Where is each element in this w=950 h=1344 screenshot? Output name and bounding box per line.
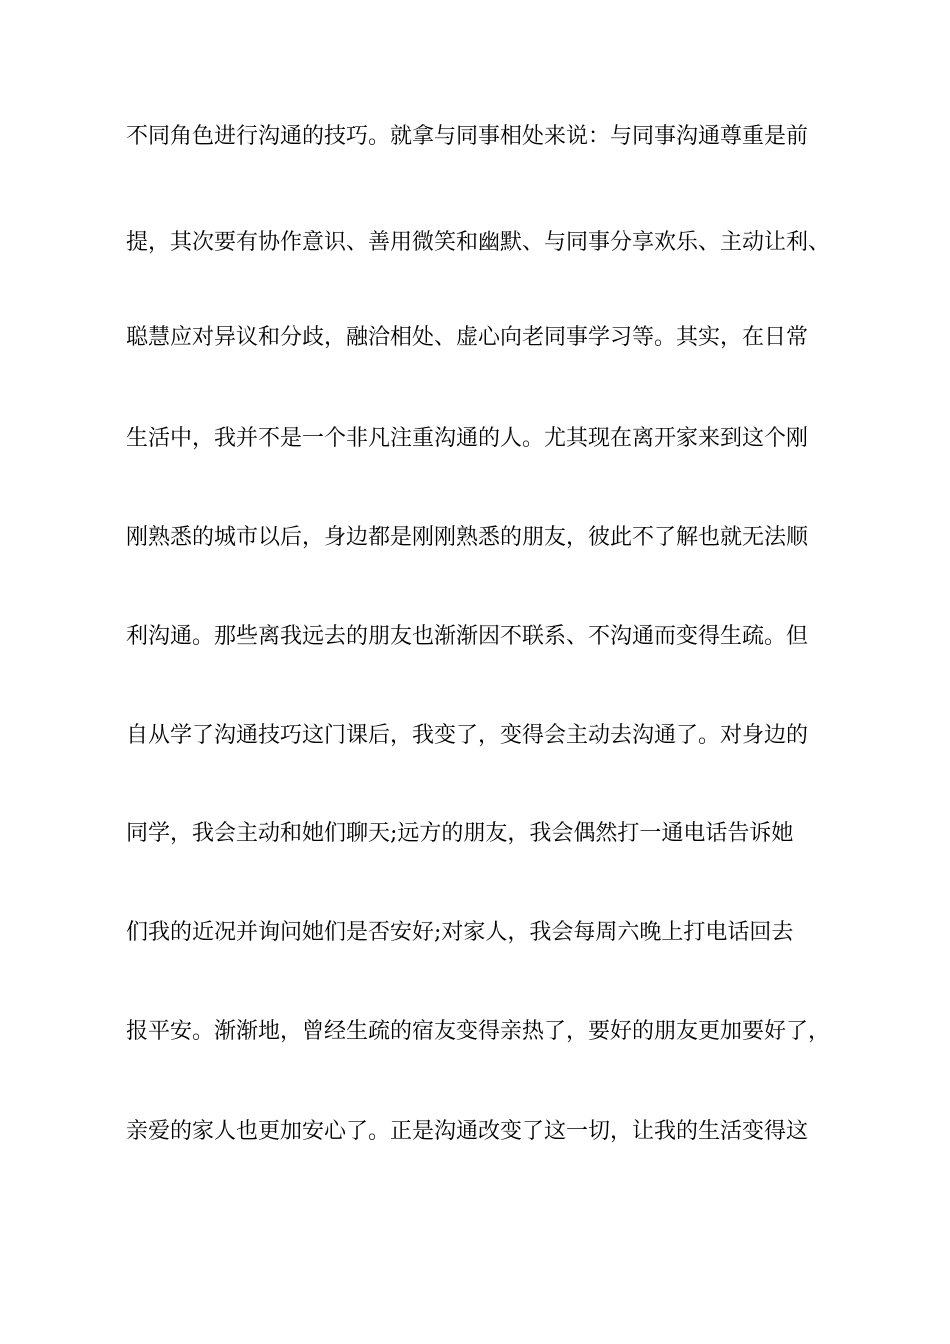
paragraph-line: 刚熟悉的城市以后，身边都是刚刚熟悉的朋友，彼此不了解也就无法顺 — [126, 525, 809, 550]
paragraph-line: 聪慧应对异议和分歧，融洽相处、虚心向老同事学习等。其实，在日常 — [126, 325, 809, 350]
paragraph-line: 报平安。渐渐地，曾经生疏的宿友变得亲热了，要好的朋友更加要好了， — [126, 1019, 831, 1044]
paragraph-line: 亲爱的家人也更加安心了。正是沟通改变了这一切，让我的生活变得这 — [126, 1119, 809, 1144]
paragraph-line: 利沟通。那些离我远去的朋友也渐渐因不联系、不沟通而变得生疏。但 — [126, 624, 809, 649]
paragraph-line: 同学，我会主动和她们聊天;远方的朋友，我会偶然打一通电话告诉她 — [126, 821, 794, 846]
paragraph-line: 提，其次要有协作意识、善用微笑和幽默、与同事分享欢乐、主动让利、 — [126, 230, 831, 255]
paragraph-line: 生活中，我并不是一个非凡注重沟通的人。尤其现在离开家来到这个刚 — [126, 426, 809, 451]
paragraph-line: 不同角色进行沟通的技巧。就拿与同事相处来说：与同事沟通尊重是前 — [126, 124, 809, 149]
paragraph-line: 们我的近况并询问她们是否安好;对家人，我会每周六晚上打电话回去 — [126, 920, 794, 945]
paragraph-line: 自从学了沟通技巧这门课后，我变了，变得会主动去沟通了。对身边的 — [126, 723, 809, 748]
